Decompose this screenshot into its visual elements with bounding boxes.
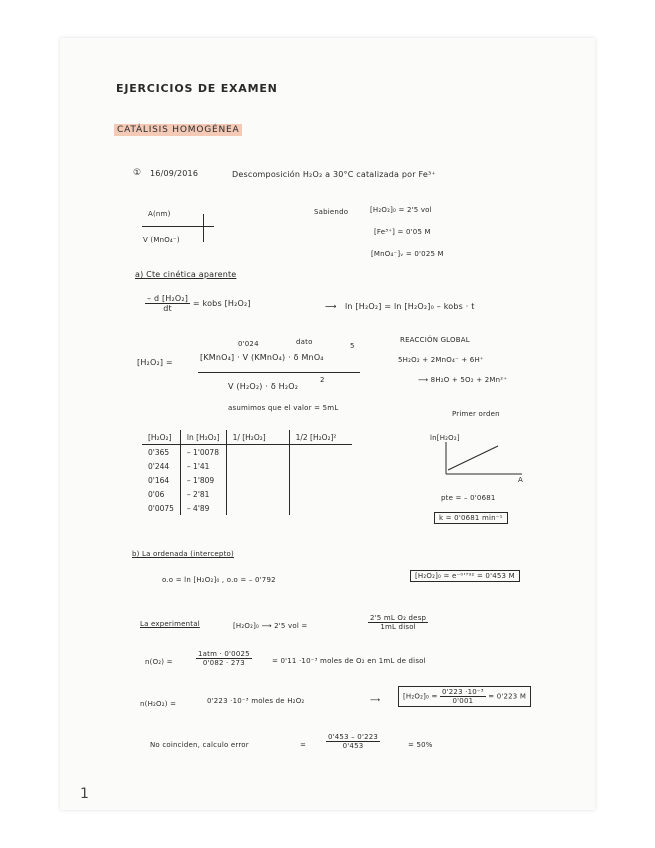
h2o2-initial-result: [H₂O₂]₀ = e⁻⁰'⁷⁹² = 0'453 M bbox=[410, 570, 520, 582]
cell bbox=[226, 487, 289, 501]
n-o2-lhs: n(O₂) = bbox=[145, 658, 173, 666]
n-h2o2-rhs: 0'223 ·10⁻³ moles de H₂O₂ bbox=[207, 697, 305, 705]
absorbance-header: A(nm) bbox=[148, 210, 171, 218]
error-equals: = bbox=[300, 741, 307, 749]
cell: – 4'89 bbox=[180, 501, 226, 515]
integrated-law: ln [H₂O₂] = ln [H₂O₂]₀ – kobs · t bbox=[345, 302, 475, 311]
cell: 0'164 bbox=[142, 473, 180, 487]
error-denominator: 0'453 bbox=[342, 742, 364, 750]
volume-header: V (MnO₄⁻) bbox=[143, 236, 180, 244]
cell: – 1'0078 bbox=[180, 445, 226, 460]
data-table bbox=[142, 430, 352, 515]
reaction-label: REACCIÓN GLOBAL bbox=[400, 336, 470, 344]
col-inv: 1/ [H₂O₂] bbox=[226, 430, 289, 445]
h2o2-experimental-result bbox=[398, 686, 531, 707]
n-o2-rhs: = 0'11 ·10⁻³ moles de O₂ en 1mL de disol bbox=[272, 657, 426, 665]
given-h2o2: [H₂O₂]₀ = 2'5 vol bbox=[370, 206, 432, 214]
exp-denominator: 1mL disol bbox=[380, 623, 416, 631]
section-heading: CATÁLISIS HOMOGÉNEA bbox=[114, 124, 242, 136]
reaction-line-1: 5H₂O₂ + 2MnO₄⁻ + 6H⁺ bbox=[398, 356, 484, 364]
table-row bbox=[142, 445, 352, 460]
exercise-statement: Descomposición H₂O₂ a 30°C catalizada por Fe³⁺ bbox=[232, 170, 436, 179]
rate-law bbox=[145, 294, 251, 313]
n-h2o2-lhs: n(H₂O₂) = bbox=[140, 700, 177, 708]
part-b-label: b) La ordenada (intercepto) bbox=[132, 550, 234, 558]
cell bbox=[226, 473, 289, 487]
conc-lhs: [H₂O₂] = bbox=[137, 358, 173, 367]
page-title: EJERCICIOS DE EXAMEN bbox=[116, 82, 278, 95]
exercise-date: 16/09/2016 bbox=[150, 169, 199, 178]
error-result: = 50% bbox=[408, 741, 433, 749]
experimental-line: [H₂O₂]₀ ⟶ 2'5 vol = bbox=[233, 622, 308, 630]
cell: – 1'809 bbox=[180, 473, 226, 487]
k-result: k = 0'0681 min⁻¹ bbox=[434, 512, 508, 524]
col-h2o2: [H₂O₂] bbox=[142, 430, 180, 445]
conc-fraction-bar bbox=[198, 372, 360, 373]
cell bbox=[226, 445, 289, 460]
page-number: 1 bbox=[80, 786, 89, 802]
given-fe: [Fe³⁺] = 0'05 M bbox=[374, 228, 431, 236]
error-frac bbox=[326, 733, 380, 750]
cell: 0'244 bbox=[142, 459, 180, 473]
graph-ylabel: ln[H₂O₂] bbox=[430, 434, 460, 442]
rate-rhs: = kobs [H₂O₂] bbox=[192, 299, 251, 308]
cell: 0'365 bbox=[142, 445, 180, 460]
n-h2o2-numerator: 0'223 ·10⁻³ bbox=[441, 688, 484, 696]
exercise-number: ① bbox=[133, 168, 142, 178]
ordinate-eq: o.o = ln [H₂O₂]₀ , o.o = – 0'792 bbox=[162, 576, 276, 584]
col-inv-sq: 1/2 [H₂O₂]² bbox=[289, 430, 352, 445]
part-a-label: a) Cte cinética aparente bbox=[135, 270, 237, 279]
rate-numerator: – d [H₂O₂] bbox=[147, 294, 189, 303]
slope-value: pte = – 0'0681 bbox=[441, 494, 496, 502]
reaction-line-2: ⟶ 8H₂O + 5O₂ + 2Mn²⁺ bbox=[418, 376, 508, 384]
header-divider bbox=[203, 214, 204, 242]
given-mno4: [MnO₄⁻]ᵥ = 0'025 M bbox=[371, 250, 444, 258]
cell bbox=[226, 459, 289, 473]
n-h2o2-conc: [H₂O₂]₀ = bbox=[403, 692, 438, 701]
exp-numerator: 2'5 mL O₂ desp bbox=[370, 614, 427, 622]
col-ln: ln [H₂O₂] bbox=[180, 430, 226, 445]
given-label: Sabiendo bbox=[314, 208, 349, 216]
reaction-order: Primer orden bbox=[452, 410, 500, 418]
value-dato: dato bbox=[296, 338, 313, 346]
graph-fit-line bbox=[448, 446, 498, 470]
table-header-row bbox=[142, 430, 352, 445]
n-h2o2-result: = 0'223 M bbox=[488, 692, 527, 701]
table-row bbox=[142, 473, 352, 487]
cell: 0'0075 bbox=[142, 501, 180, 515]
value-5: 5 bbox=[350, 342, 355, 350]
n-h2o2-denominator: 0'001 bbox=[452, 697, 474, 705]
rate-denominator: dt bbox=[163, 304, 172, 313]
cell: – 1'41 bbox=[180, 459, 226, 473]
error-numerator: 0'453 – 0'223 bbox=[328, 733, 379, 741]
cell: 0'06 bbox=[142, 487, 180, 501]
cell bbox=[289, 487, 352, 501]
conc-numerator: [KMnO₄] · V (KMnO₄) · δ MnO₄ bbox=[200, 353, 324, 362]
error-lhs: No coinciden, calculo error bbox=[150, 741, 249, 749]
cell bbox=[289, 459, 352, 473]
conc-denominator: V (H₂O₂) · δ H₂O₂ bbox=[228, 382, 299, 391]
n-h2o2-arrow: ⟶ bbox=[370, 696, 381, 704]
cell: – 2'81 bbox=[180, 487, 226, 501]
table-row bbox=[142, 487, 352, 501]
cell bbox=[289, 501, 352, 515]
graph-xlabel: A bbox=[518, 476, 523, 484]
table-row bbox=[142, 459, 352, 473]
cell bbox=[226, 501, 289, 515]
sketch-graph bbox=[440, 440, 530, 488]
value-2: 2 bbox=[320, 376, 325, 384]
value-0024: 0'024 bbox=[238, 340, 259, 348]
experimental-label: La experimental bbox=[140, 620, 200, 628]
table-row bbox=[142, 501, 352, 515]
n-o2-frac bbox=[196, 650, 252, 667]
cell bbox=[289, 473, 352, 487]
n-o2-denominator: 0'082 · 273 bbox=[202, 659, 245, 667]
rate-arrow: ⟶ bbox=[325, 302, 337, 311]
n-o2-numerator: 1atm · 0'0025 bbox=[198, 650, 250, 658]
experimental-frac bbox=[368, 614, 428, 631]
cell bbox=[289, 445, 352, 460]
assumption-note: asumimos que el valor = 5mL bbox=[228, 404, 339, 412]
